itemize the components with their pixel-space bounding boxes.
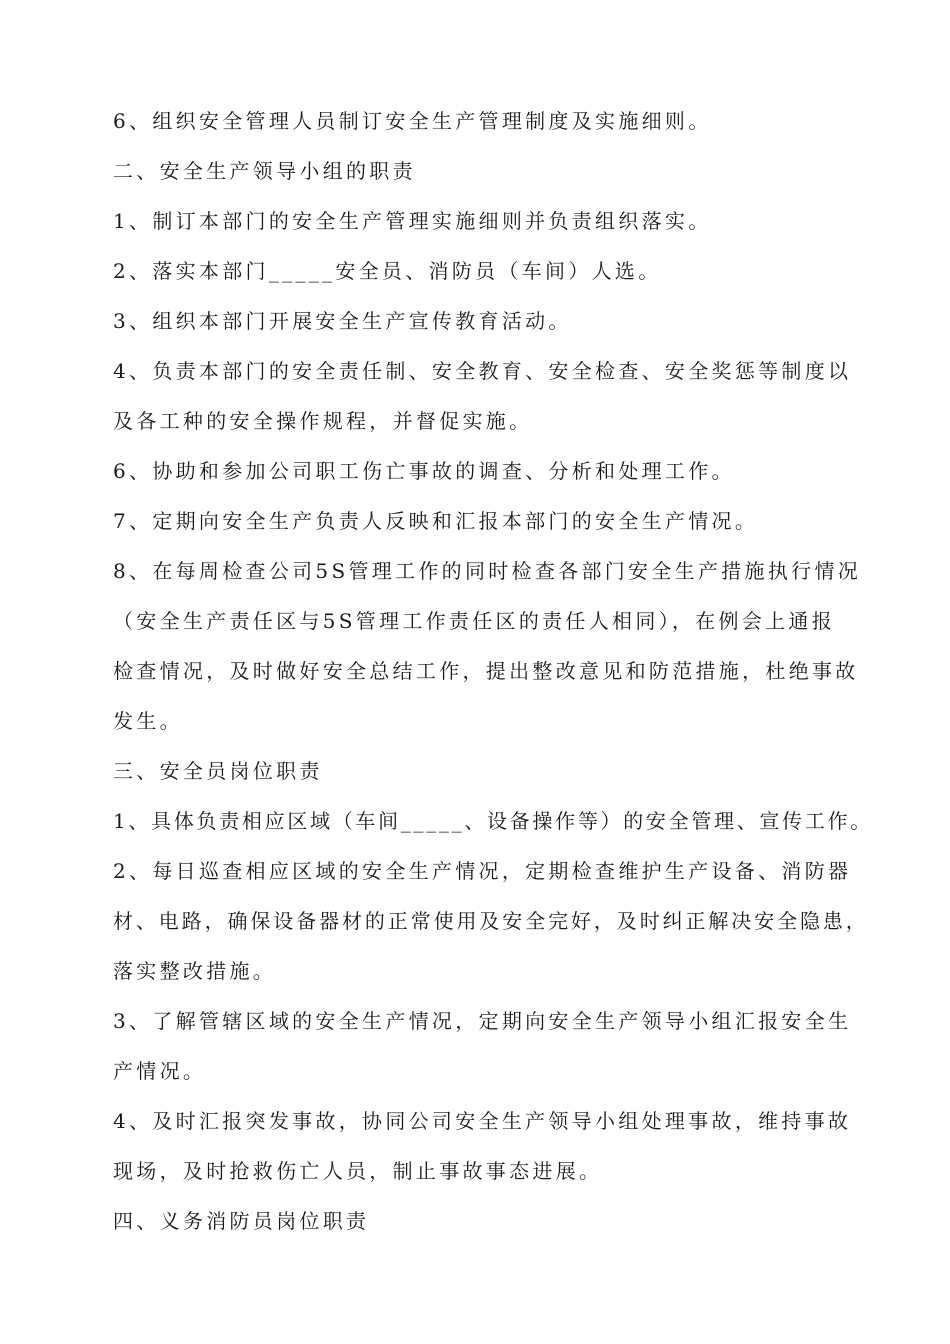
text-line: 材、电路，确保设备器材的正常使用及安全完好，及时纠正解决安全隐患，: [113, 909, 869, 933]
text-line: 2、落实本部门_____安全员、消防员（车间）人选。: [113, 259, 662, 283]
text-line: 及各工种的安全操作规程，并督促实施。: [113, 409, 533, 433]
text-line: 7、定期向安全生产负责人反映和汇报本部门的安全生产情况。: [113, 509, 759, 533]
text-line: 1、具体负责相应区域（车间_____、设备操作等）的安全管理、宣传工作。: [113, 809, 873, 833]
section-heading: 三、安全员岗位职责: [113, 759, 323, 783]
text-line: 检查情况，及时做好安全总结工作，提出整改意见和防范措施，杜绝事故: [113, 659, 859, 683]
text-line: （安全生产责任区与5S管理工作责任区的责任人相同），在例会上通报: [113, 609, 836, 633]
text-line: 6、组织安全管理人员制订安全生产管理制度及实施细则。: [113, 109, 712, 133]
text-line: 4、及时汇报突发事故，协同公司安全生产领导小组处理事故，维持事故: [113, 1109, 852, 1133]
text-line: 现场，及时抢救伤亡人员，制止事故事态进展。: [113, 1159, 603, 1183]
text-line: 3、了解管辖区域的安全生产情况，定期向安全生产领导小组汇报安全生: [113, 1009, 852, 1033]
section-heading: 二、安全生产领导小组的职责: [113, 159, 416, 183]
text-line: 4、负责本部门的安全责任制、安全教育、安全检查、安全奖惩等制度以: [113, 359, 852, 383]
text-line: 8、在每周检查公司5S管理工作的同时检查各部门安全生产措施执行情况: [113, 559, 862, 583]
text-line: 落实整改措施。: [113, 959, 277, 983]
text-line: 发生。: [113, 709, 183, 733]
text-line: 产情况。: [113, 1059, 207, 1083]
text-line: 3、组织本部门开展安全生产宣传教育活动。: [113, 309, 572, 333]
text-line: 6、协助和参加公司职工伤亡事故的调查、分析和处理工作。: [113, 459, 735, 483]
text-line: 2、每日巡查相应区域的安全生产情况，定期检查维护生产设备、消防器: [113, 859, 852, 883]
text-line: 1、制订本部门的安全生产管理实施细则并负责组织落实。: [113, 209, 712, 233]
section-heading: 四、义务消防员岗位职责: [113, 1209, 370, 1233]
